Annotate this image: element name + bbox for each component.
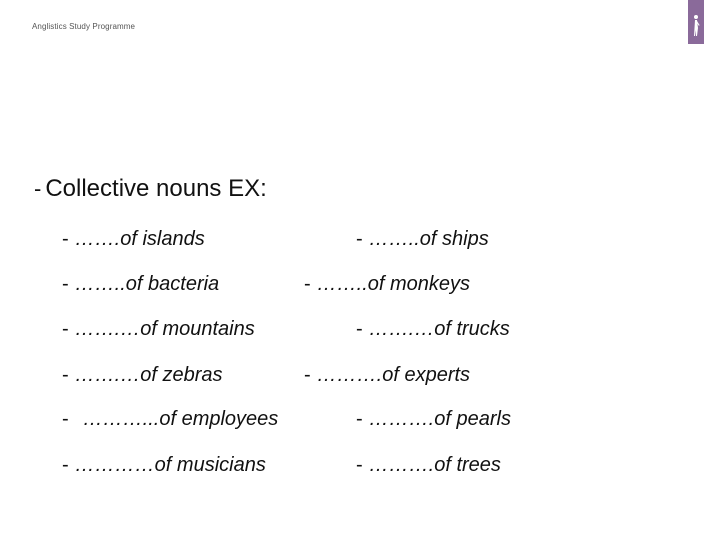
item-text: ……..of monkeys [316, 273, 471, 295]
item-text: ……..of bacteria [74, 273, 220, 295]
item-dash: - [62, 364, 69, 386]
item-text: …….of islands [74, 228, 205, 250]
item-text: …….…of mountains [74, 318, 255, 340]
item-dash: - [62, 454, 69, 476]
item-dash: - [356, 228, 363, 250]
item-text: ……….of pearls [368, 408, 511, 430]
list-item [356, 318, 510, 341]
list-item [356, 228, 489, 251]
header-label: Anglistics Study Programme [32, 22, 136, 31]
slide-heading [34, 175, 267, 203]
item-text: ……….of experts [316, 364, 471, 386]
heading-dash: - [34, 176, 42, 201]
item-text: …………of musicians [74, 454, 266, 476]
item-dash: - [62, 408, 69, 430]
item-dash: - [356, 318, 363, 340]
item-dash: - [356, 454, 363, 476]
list-item [304, 364, 470, 387]
person-silhouette-icon [688, 0, 704, 44]
item-text: …….…of trucks [368, 318, 510, 340]
item-text: ……….of trees [368, 454, 501, 476]
item-text: ……..of ships [368, 228, 489, 250]
list-item [62, 273, 219, 296]
list-item [62, 318, 255, 341]
logo [688, 0, 704, 44]
list-item [356, 454, 501, 477]
item-text: ………...of employees [82, 408, 279, 430]
item-dash: - [62, 228, 69, 250]
item-dash: - [62, 273, 69, 295]
list-item [62, 228, 205, 251]
item-dash: - [62, 318, 69, 340]
list-item [62, 364, 223, 387]
item-dash: - [304, 273, 311, 295]
item-text: …….…of zebras [74, 364, 223, 386]
item-dash: - [304, 364, 311, 386]
heading-text: Collective nouns EX: [45, 175, 267, 202]
item-dash: - [356, 408, 363, 430]
list-item [62, 454, 266, 477]
list-item [62, 408, 278, 431]
list-item [304, 273, 470, 296]
list-item [356, 408, 511, 431]
